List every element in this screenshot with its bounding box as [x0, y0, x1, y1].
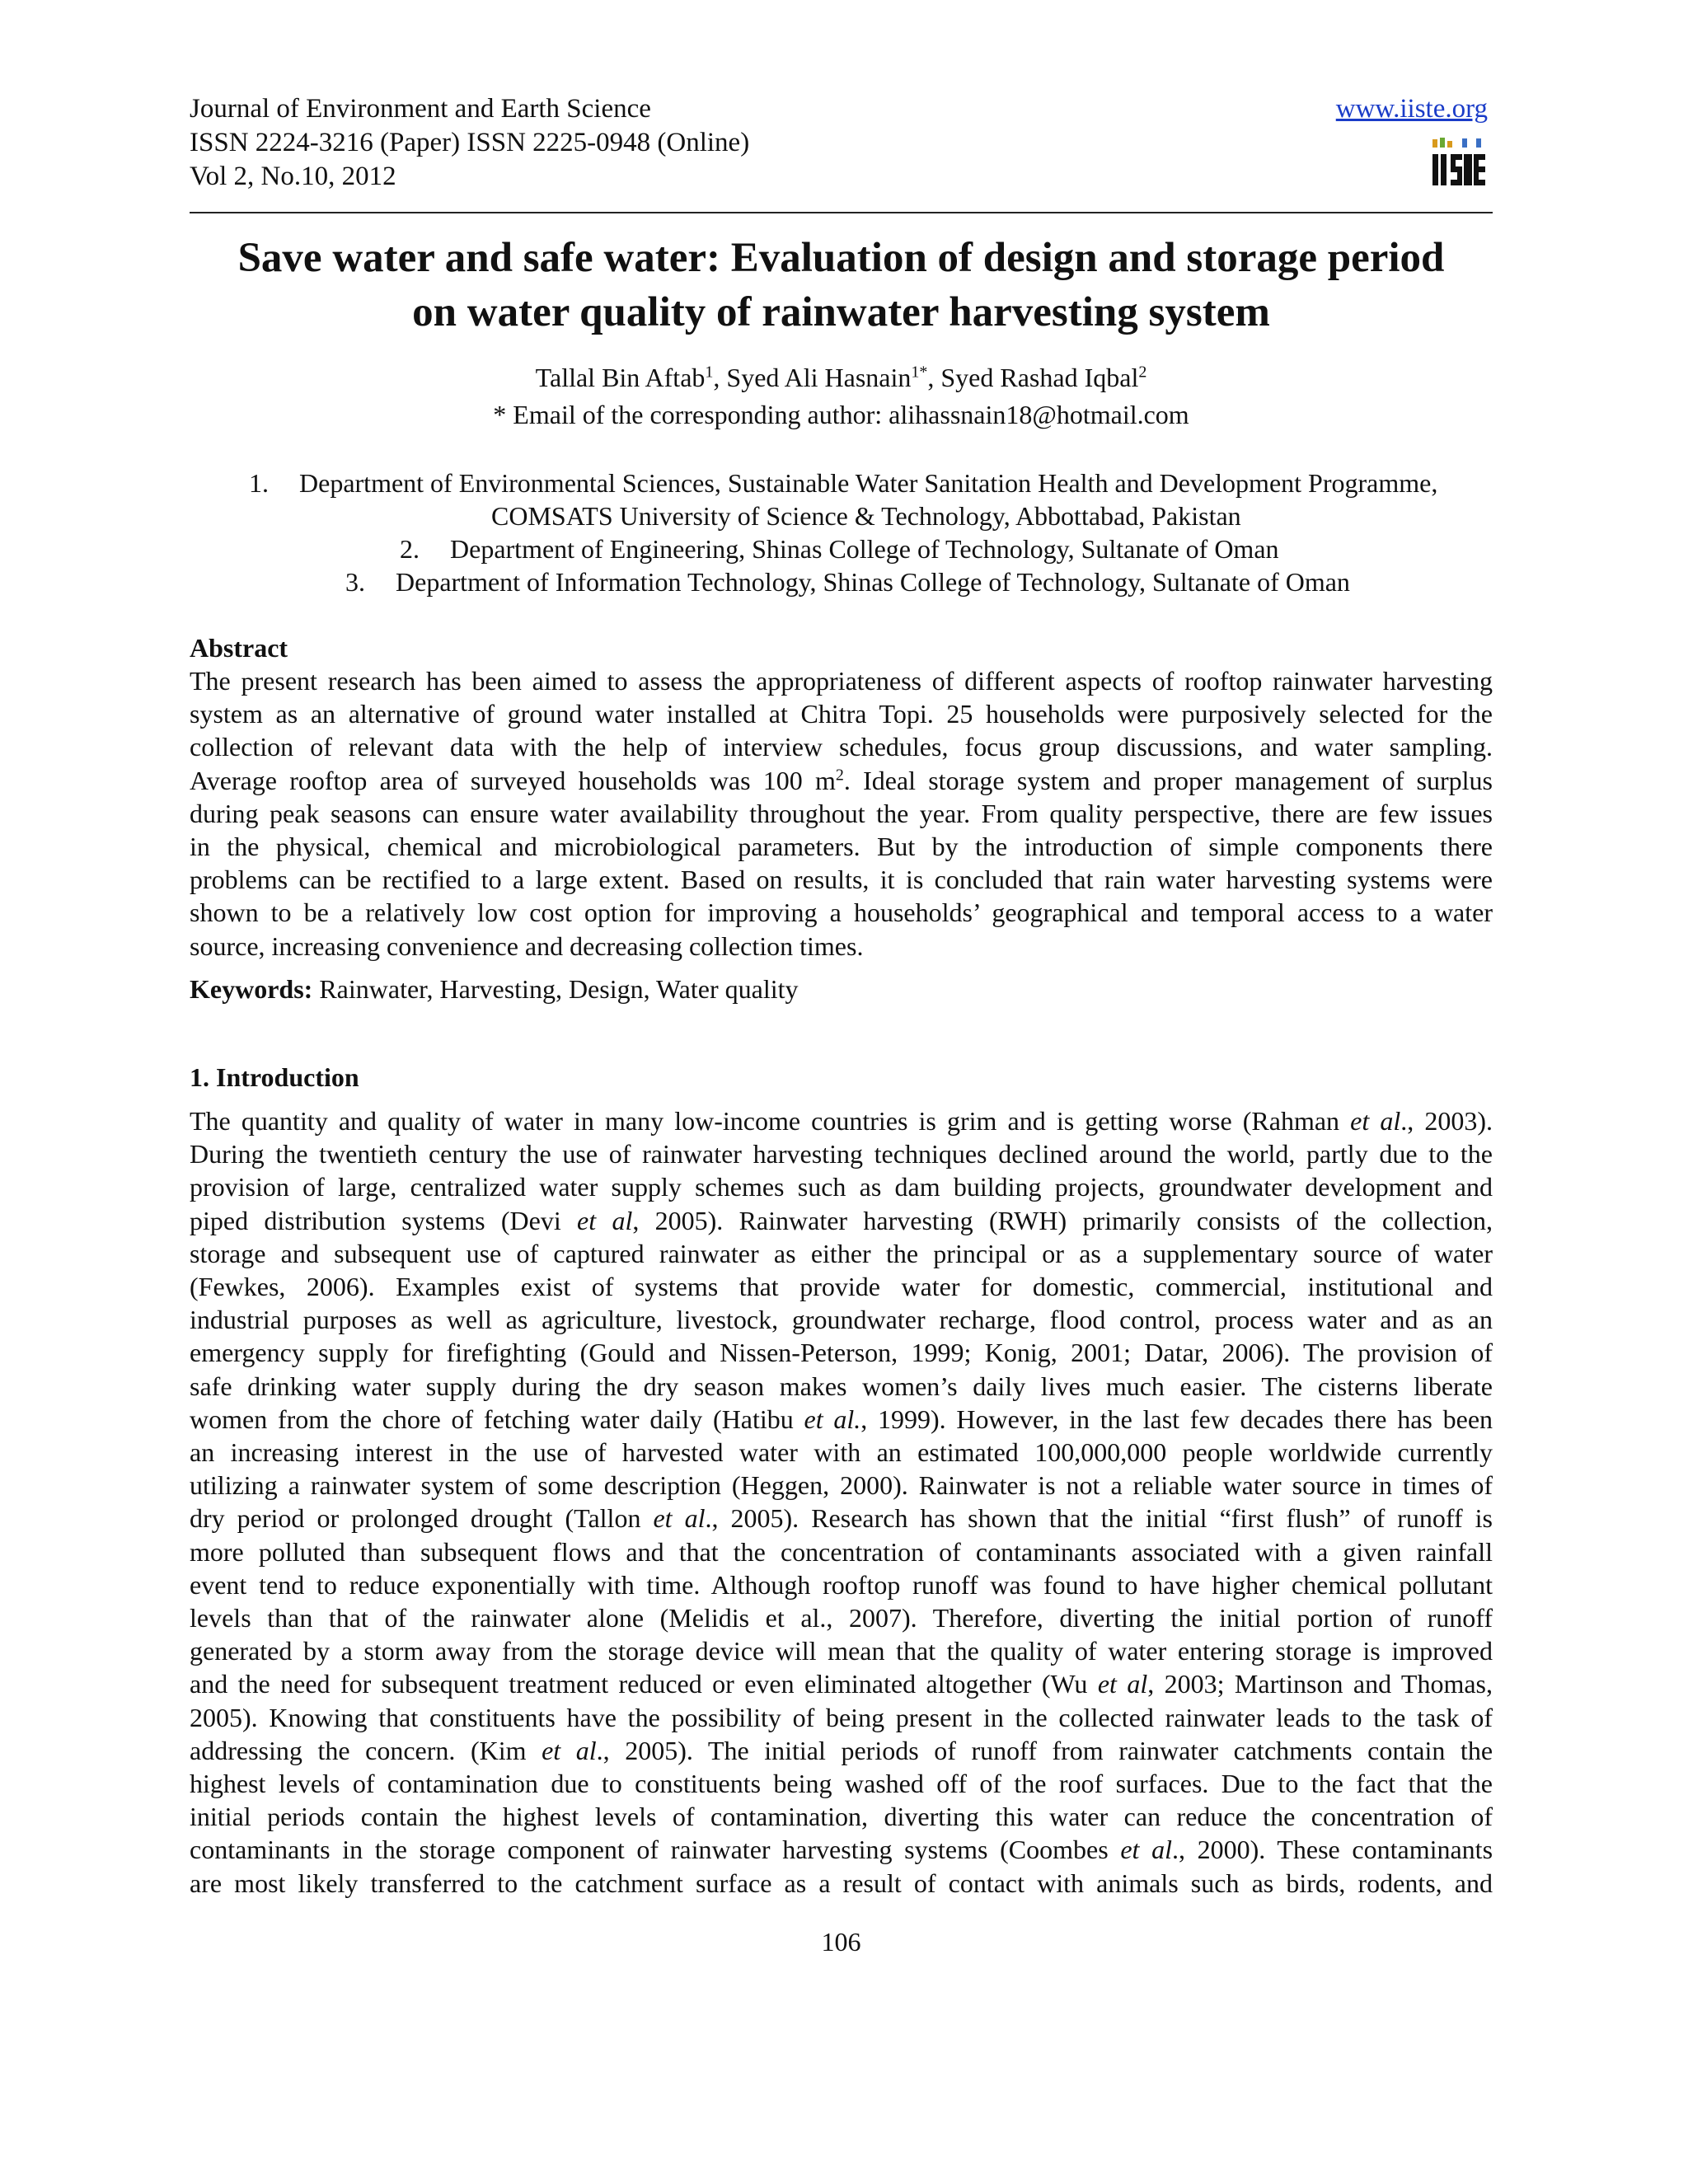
keywords	[190, 972, 798, 1005]
introduction-line: and the need for subsequent treatment reduced or even eliminated altogether (Wu et al, 2003; Martinson and Thomas,	[190, 1669, 1493, 1699]
abstract-line: in the physical, chemical and microbiological parameters. But by the introduction of simple components there	[190, 832, 1493, 862]
introduction-line: During the twentieth century the use of rainwater harvesting techniques declined around the world, partly due to the	[190, 1139, 1493, 1169]
author-list	[190, 361, 1493, 395]
title-line-1: Save water and safe water: Evaluation of design and storage period	[237, 235, 1445, 281]
introduction-line: 2005). Knowing that constituents have the possibility of being present in the collected rainwater leads to the task of	[190, 1702, 1493, 1732]
author-1-affil: 1	[705, 363, 714, 382]
introduction-line: event tend to reduce exponentially with time. Although rooftop runoff was found to have higher chemical pollutant	[190, 1569, 1493, 1600]
journal-name: Journal of Environment and Earth Science	[190, 94, 651, 124]
journal-header	[190, 92, 749, 194]
affiliation-3-number: 3.	[345, 567, 365, 597]
iiste-logo-icon	[1431, 136, 1487, 189]
introduction-line: are most likely transferred to the catchment surface as a result of contact with animals such as birds, rodents, and	[190, 1868, 1493, 1898]
section-heading-introduction: 1. Introduction	[190, 1062, 359, 1092]
abstract-line: Average rooftop area of surveyed households was 100 $m^2$. Ideal storage system and proper management of surplus	[190, 765, 1493, 795]
abstract-line: collection of relevant data with the help of interview schedules, focus group discussions, and water sampling.	[190, 732, 1493, 762]
introduction-line: an increasing interest in the use of harvested water with an estimated 100,000,000 people worldwide currently	[190, 1437, 1493, 1468]
introduction-line: more polluted than subsequent flows and that the concentration of contaminants associated with a given rainfall	[190, 1536, 1493, 1567]
introduction-line: addressing the concern. (Kim et al., 2005). The initial periods of runoff from rainwater catchments contain the	[190, 1735, 1493, 1765]
author-separator: ,	[927, 363, 941, 392]
introduction-line: emergency supply for firefighting (Gould and Nissen-Peterson, 1999; Konig, 2001; Datar, 2006). The provision of	[190, 1338, 1493, 1368]
introduction-line: highest levels of contamination due to constituents being washed off of the roof surfaces. Due to the fact that the	[190, 1769, 1493, 1799]
keywords-label: Keywords:	[190, 974, 313, 1004]
introduction-line: utilizing a rainwater system of some description (Heggen, 2000). Rainwater is not a reliable water source in times of	[190, 1470, 1493, 1501]
abstract-line: during peak seasons can ensure water availability throughout the year. From quality perspective, there are few issues	[190, 798, 1493, 828]
journal-volume: Vol 2, No.10, 2012	[190, 162, 396, 191]
journal-url-link[interactable]: www.iiste.org	[1335, 94, 1488, 124]
introduction-line: women from the chore of fetching water daily (Hatibu et al., 1999). However, in the last few decades there has been	[190, 1404, 1493, 1434]
introduction-line: storage and subsequent use of captured rainwater as either the principal or as a supplementary source of water	[190, 1238, 1493, 1268]
affiliation-1-number: 1.	[249, 468, 269, 498]
author-1: Tallal Bin Aftab	[535, 363, 706, 392]
keywords-text: Rainwater, Harvesting, Design, Water quality	[312, 974, 799, 1004]
author-3: Syed Rashad Iqbal	[940, 363, 1139, 392]
introduction-line: The quantity and quality of water in many low-income countries is grim and is getting worse (Rahman et al., 2003).	[190, 1106, 1493, 1136]
introduction-line: dry period or prolonged drought (Tallon et al., 2005). Research has shown that the initial “first flush” of runoff is	[190, 1503, 1493, 1534]
introduction-line: piped distribution systems (Devi et al, 2005). Rainwater harvesting (RWH) primarily consists of the collection,	[190, 1205, 1493, 1235]
introduction-body	[190, 1104, 1493, 1900]
introduction-line: industrial purposes as well as agriculture, livestock, groundwater recharge, flood control, process water and as an	[190, 1305, 1493, 1335]
abstract-line: system as an alternative of ground water installed at Chitra Topi. 25 households were purposively selected for the	[190, 699, 1493, 729]
affiliation-3-line-1: Department of Information Technology, Shinas College of Technology, Sultanate of Oman	[396, 567, 1350, 597]
title-line-2: on water quality of rainwater harvesting system	[412, 289, 1270, 335]
introduction-line: contaminants in the storage component of rainwater harvesting systems (Coombes et al., 2000). These contaminants	[190, 1835, 1493, 1865]
abstract-line: The present research has been aimed to assess the appropriateness of different aspects of rooftop rainwater harvesting	[190, 666, 1493, 696]
paper-title	[190, 231, 1493, 340]
page-number: 106	[821, 1927, 861, 1957]
abstract-line: shown to be a relatively low cost option for improving a households’ geographical and temporal access to a water	[190, 898, 1493, 928]
header-divider	[190, 212, 1493, 213]
introduction-line: initial periods contain the highest levels of contamination, diverting this water can reduce the concentration of	[190, 1802, 1493, 1832]
introduction-line: provision of large, centralized water supply schemes such as dam building projects, groundwater development and	[190, 1172, 1493, 1202]
affiliation-2-number: 2.	[400, 534, 420, 564]
introduction-line: levels than that of the rainwater alone (Melidis et al., 2007). Therefore, diverting the initial portion of runoff	[190, 1603, 1493, 1633]
author-3-affil: 2	[1138, 363, 1147, 382]
journal-issn: ISSN 2224-3216 (Paper) ISSN 2225-0948 (Online)	[190, 128, 750, 157]
introduction-line: generated by a storm away from the storage device will mean that the quality of water entering storage is improved	[190, 1636, 1493, 1666]
introduction-line: safe drinking water supply during the dry season makes women’s daily lives much easier. The cisterns liberate	[190, 1371, 1493, 1401]
abstract-line: source, increasing convenience and decreasing collection times.	[190, 930, 864, 961]
affiliation-2-line-1: Department of Engineering, Shinas College of Technology, Sultanate of Oman	[450, 534, 1279, 564]
introduction-line: (Fewkes, 2006). Examples exist of systems that provide water for domestic, commercial, institutional and	[190, 1272, 1493, 1302]
affiliation-1-line-2: COMSATS University of Science & Technology, Abbottabad, Pakistan	[491, 501, 1241, 531]
affiliation-1-line-1: Department of Environmental Sciences, Sustainable Water Sanitation Health and Development Programme,	[299, 468, 1438, 498]
superscript-2: 2	[835, 765, 844, 784]
corresponding-email: * Email of the corresponding author: alihassnain18@hotmail.com	[493, 400, 1189, 429]
abstract-heading: Abstract	[190, 633, 288, 663]
abstract-line: problems can be rectified to a large extent. Based on results, it is concluded that rain water harvesting systems were	[190, 865, 1493, 895]
author-2: Syed Ali Hasnain	[726, 363, 912, 392]
author-2-affil: 1*	[911, 363, 928, 382]
abstract-body	[190, 664, 1493, 963]
author-separator: ,	[713, 363, 727, 392]
